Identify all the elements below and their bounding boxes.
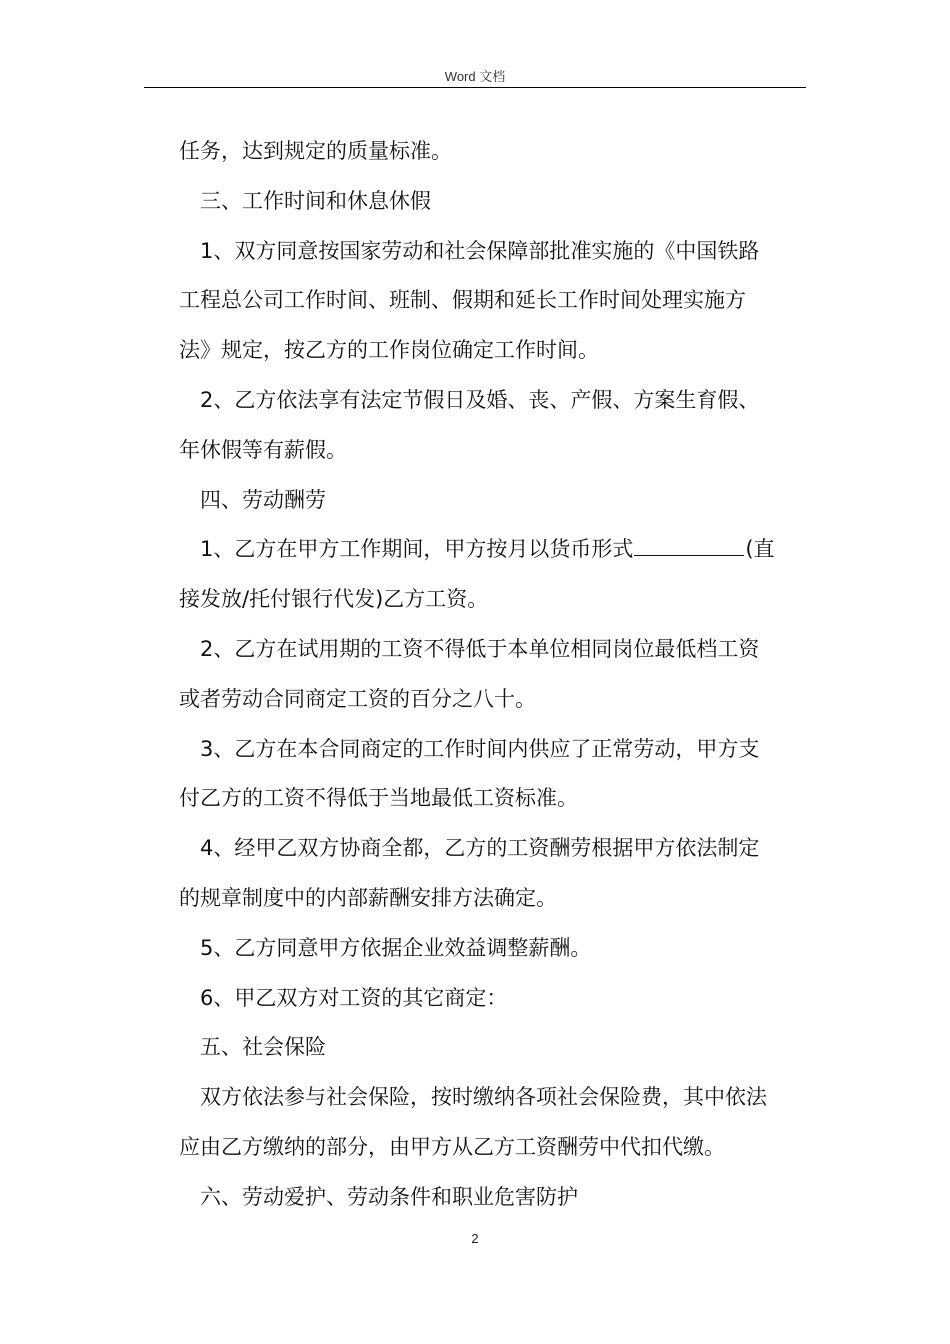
paragraph-line: 任务，达到规定的质量标准。 — [179, 139, 452, 163]
paragraph-line: 1、双方同意按国家劳动和社会保障部批准实施的《中国铁路 — [200, 238, 760, 263]
paragraph-line: 3、乙方在本合同商定的工作时间内供应了正常劳动，甲方支 — [200, 736, 760, 761]
paragraph-line: 应由乙方缴纳的部分，由甲方从乙方工资酬劳中代扣代缴。 — [179, 1134, 725, 1159]
page-header: Word 文档 — [444, 69, 506, 84]
paragraph-line: 2、乙方依法享有法定节假日及婚、丧、产假、方案生育假、 — [200, 387, 760, 412]
paragraph-line-start: 1、乙方在甲方工作期间，甲方按月以货币形式 — [200, 537, 634, 562]
paragraph-line: 的规章制度中的内部薪酬安排方法确定。 — [179, 885, 557, 910]
paragraph-line: 年休假等有薪假。 — [179, 437, 347, 462]
paragraph-line: 或者劳动合同商定工资的百分之八十。 — [179, 686, 536, 711]
paragraph-line-with-blank — [179, 525, 803, 575]
paragraph-line-end: (直 — [745, 537, 775, 562]
paragraph-line: 法》规定，按乙方的工作岗位确定工作时间。 — [179, 338, 599, 363]
paragraph-line: 双方依法参与社会保险，按时缴纳各项社会保险费，其中依法 — [200, 1085, 767, 1110]
section-heading: 六、劳动爱护、劳动条件和职业危害防护 — [200, 1184, 578, 1209]
fill-in-blank — [634, 535, 744, 556]
paragraph-line: 4、经甲乙双方协商全都，乙方的工资酬劳根据甲方依法制定 — [200, 836, 760, 861]
document-body — [179, 127, 803, 1223]
section-heading: 三、工作时间和休息休假 — [200, 188, 431, 213]
paragraph-line: 接发放/托付银行代发)乙方工资。 — [179, 587, 489, 612]
page-number: 2 — [471, 1231, 479, 1246]
paragraph-line: 5、乙方同意甲方依据企业效益调整薪酬。 — [200, 935, 592, 960]
paragraph-line: 付乙方的工资不得低于当地最低工资标准。 — [179, 786, 578, 811]
paragraph-line: 6、甲乙双方对工资的其它商定： — [200, 985, 508, 1010]
paragraph-line: 工程总公司工作时间、班制、假期和延长工作时间处理实施方 — [179, 288, 746, 313]
paragraph-line: 2、乙方在试用期的工资不得低于本单位相同岗位最低档工资 — [200, 636, 760, 661]
header-divider — [144, 87, 806, 88]
section-heading: 五、社会保险 — [200, 1035, 326, 1060]
section-heading: 四、劳动酬劳 — [200, 487, 326, 512]
